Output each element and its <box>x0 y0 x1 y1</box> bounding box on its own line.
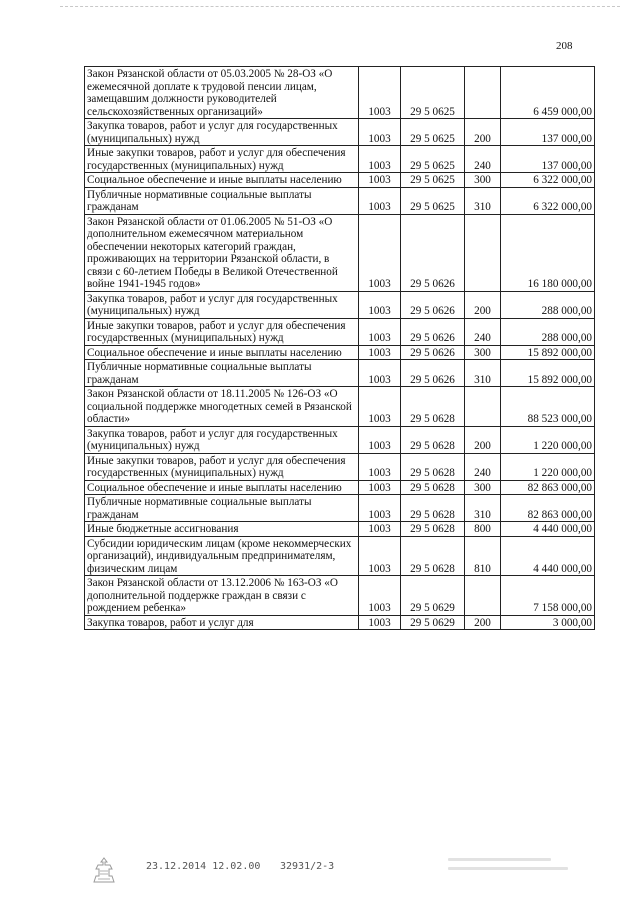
row-section: 1003 <box>359 480 401 495</box>
row-target-code: 29 5 0625 <box>401 119 465 146</box>
row-expense-type: 200 <box>465 615 501 630</box>
row-section: 1003 <box>359 119 401 146</box>
row-expense-type: 240 <box>465 146 501 173</box>
row-expense-type: 310 <box>465 187 501 214</box>
row-section: 1003 <box>359 495 401 522</box>
row-expense-type: 800 <box>465 522 501 537</box>
budget-table-body <box>85 67 595 630</box>
row-section: 1003 <box>359 615 401 630</box>
row-name: Иные бюджетные ассигнования <box>85 522 359 537</box>
row-expense-type: 310 <box>465 495 501 522</box>
table-row <box>85 615 595 630</box>
row-target-code: 29 5 0625 <box>401 187 465 214</box>
row-target-code: 29 5 0625 <box>401 67 465 119</box>
row-name: Социальное обеспечение и иные выплаты населению <box>85 173 359 188</box>
row-target-code: 29 5 0626 <box>401 291 465 318</box>
row-amount: 16 180 000,00 <box>501 214 595 291</box>
row-name: Закон Рязанской области от 05.03.2005 № 28-ОЗ «О ежемесячной доплате к трудовой пенсии лицам, замещавшим должности руководителей сельскохозяйственных организаций» <box>85 67 359 119</box>
row-target-code: 29 5 0628 <box>401 522 465 537</box>
row-name: Иные закупки товаров, работ и услуг для обеспечения государственных (муниципальных) нужд <box>85 453 359 480</box>
row-name: Иные закупки товаров, работ и услуг для обеспечения государственных (муниципальных) нужд <box>85 146 359 173</box>
row-amount: 288 000,00 <box>501 291 595 318</box>
row-section: 1003 <box>359 387 401 427</box>
row-target-code: 29 5 0626 <box>401 345 465 360</box>
row-section: 1003 <box>359 173 401 188</box>
row-expense-type: 300 <box>465 480 501 495</box>
table-row <box>85 495 595 522</box>
row-section: 1003 <box>359 67 401 119</box>
footer-stamp <box>448 852 568 882</box>
row-amount: 1 220 000,00 <box>501 453 595 480</box>
row-expense-type: 310 <box>465 360 501 387</box>
table-row <box>85 187 595 214</box>
row-amount: 1 220 000,00 <box>501 426 595 453</box>
table-row <box>85 291 595 318</box>
table-row <box>85 173 595 188</box>
row-section: 1003 <box>359 187 401 214</box>
row-section: 1003 <box>359 360 401 387</box>
row-section: 1003 <box>359 522 401 537</box>
table-row <box>85 387 595 427</box>
row-name: Социальное обеспечение и иные выплаты населению <box>85 480 359 495</box>
row-section: 1003 <box>359 426 401 453</box>
table-row <box>85 453 595 480</box>
footer-date: 23.12.2014 12.02.00 <box>146 861 261 872</box>
row-expense-type: 200 <box>465 291 501 318</box>
row-name: Иные закупки товаров, работ и услуг для обеспечения государственных (муниципальных) нужд <box>85 318 359 345</box>
row-expense-type: 240 <box>465 318 501 345</box>
row-target-code: 29 5 0625 <box>401 173 465 188</box>
row-name: Публичные нормативные социальные выплаты гражданам <box>85 187 359 214</box>
row-target-code: 29 5 0628 <box>401 536 465 576</box>
table-row <box>85 67 595 119</box>
table-row <box>85 119 595 146</box>
table-row <box>85 522 595 537</box>
footer-doc-number: 32931/2-3 <box>280 861 335 872</box>
row-section: 1003 <box>359 453 401 480</box>
row-target-code: 29 5 0628 <box>401 426 465 453</box>
row-amount: 88 523 000,00 <box>501 387 595 427</box>
row-target-code: 29 5 0626 <box>401 318 465 345</box>
row-section: 1003 <box>359 536 401 576</box>
row-amount: 4 440 000,00 <box>501 522 595 537</box>
row-amount: 6 322 000,00 <box>501 187 595 214</box>
row-name: Социальное обеспечение и иные выплаты населению <box>85 345 359 360</box>
row-amount: 15 892 000,00 <box>501 345 595 360</box>
row-expense-type: 240 <box>465 453 501 480</box>
row-name: Закупка товаров, работ и услуг для государственных (муниципальных) нужд <box>85 426 359 453</box>
row-expense-type <box>465 214 501 291</box>
row-target-code: 29 5 0629 <box>401 615 465 630</box>
table-row <box>85 318 595 345</box>
row-amount: 4 440 000,00 <box>501 536 595 576</box>
row-amount: 137 000,00 <box>501 146 595 173</box>
row-amount: 15 892 000,00 <box>501 360 595 387</box>
row-section: 1003 <box>359 291 401 318</box>
row-section: 1003 <box>359 318 401 345</box>
table-row <box>85 360 595 387</box>
row-section: 1003 <box>359 345 401 360</box>
coat-of-arms-icon <box>92 856 116 884</box>
row-amount: 3 000,00 <box>501 615 595 630</box>
row-target-code: 29 5 0628 <box>401 453 465 480</box>
row-amount: 82 863 000,00 <box>501 480 595 495</box>
row-expense-type: 300 <box>465 173 501 188</box>
row-target-code: 29 5 0625 <box>401 146 465 173</box>
row-target-code: 29 5 0628 <box>401 480 465 495</box>
row-name: Закон Рязанской области от 13.12.2006 № 163-ОЗ «О дополнительной поддержке граждан в связи с рождением ребенка» <box>85 576 359 616</box>
row-target-code: 29 5 0628 <box>401 495 465 522</box>
scan-top-edge <box>60 6 620 7</box>
row-name: Закупка товаров, работ и услуг для государственных (муниципальных) нужд <box>85 119 359 146</box>
row-amount: 6 459 000,00 <box>501 67 595 119</box>
row-section: 1003 <box>359 146 401 173</box>
budget-table <box>84 66 595 630</box>
row-amount: 7 158 000,00 <box>501 576 595 616</box>
row-expense-type <box>465 576 501 616</box>
table-row <box>85 345 595 360</box>
row-section: 1003 <box>359 576 401 616</box>
row-amount: 6 322 000,00 <box>501 173 595 188</box>
row-expense-type: 200 <box>465 426 501 453</box>
row-amount: 137 000,00 <box>501 119 595 146</box>
row-name: Закон Рязанской области от 18.11.2005 № 126-ОЗ «О социальной поддержке многодетных семей в Рязанской области» <box>85 387 359 427</box>
page-number: 208 <box>556 40 573 52</box>
row-name: Закупка товаров, работ и услуг для государственных (муниципальных) нужд <box>85 291 359 318</box>
table-row <box>85 576 595 616</box>
row-section: 1003 <box>359 214 401 291</box>
row-name: Субсидии юридическим лицам (кроме некоммерческих организаций), индивидуальным предпринимателям, физическим лицам <box>85 536 359 576</box>
row-name: Закон Рязанской области от 01.06.2005 № 51-ОЗ «О дополнительном ежемесячном материальном обеспечении некоторых категорий граждан, проживающих на территории Рязанской области, в связи с 60-летием Победы в Великой Отечественной войне 1941-1945 годов» <box>85 214 359 291</box>
row-target-code: 29 5 0626 <box>401 214 465 291</box>
row-name: Закупка товаров, работ и услуг для <box>85 615 359 630</box>
row-expense-type: 300 <box>465 345 501 360</box>
row-target-code: 29 5 0629 <box>401 576 465 616</box>
table-row <box>85 214 595 291</box>
row-amount: 82 863 000,00 <box>501 495 595 522</box>
row-expense-type <box>465 387 501 427</box>
row-expense-type <box>465 67 501 119</box>
table-row <box>85 536 595 576</box>
row-target-code: 29 5 0628 <box>401 387 465 427</box>
row-expense-type: 810 <box>465 536 501 576</box>
row-expense-type: 200 <box>465 119 501 146</box>
row-name: Публичные нормативные социальные выплаты гражданам <box>85 495 359 522</box>
table-row <box>85 146 595 173</box>
row-target-code: 29 5 0626 <box>401 360 465 387</box>
row-amount: 288 000,00 <box>501 318 595 345</box>
row-name: Публичные нормативные социальные выплаты гражданам <box>85 360 359 387</box>
table-row <box>85 426 595 453</box>
table-row <box>85 480 595 495</box>
